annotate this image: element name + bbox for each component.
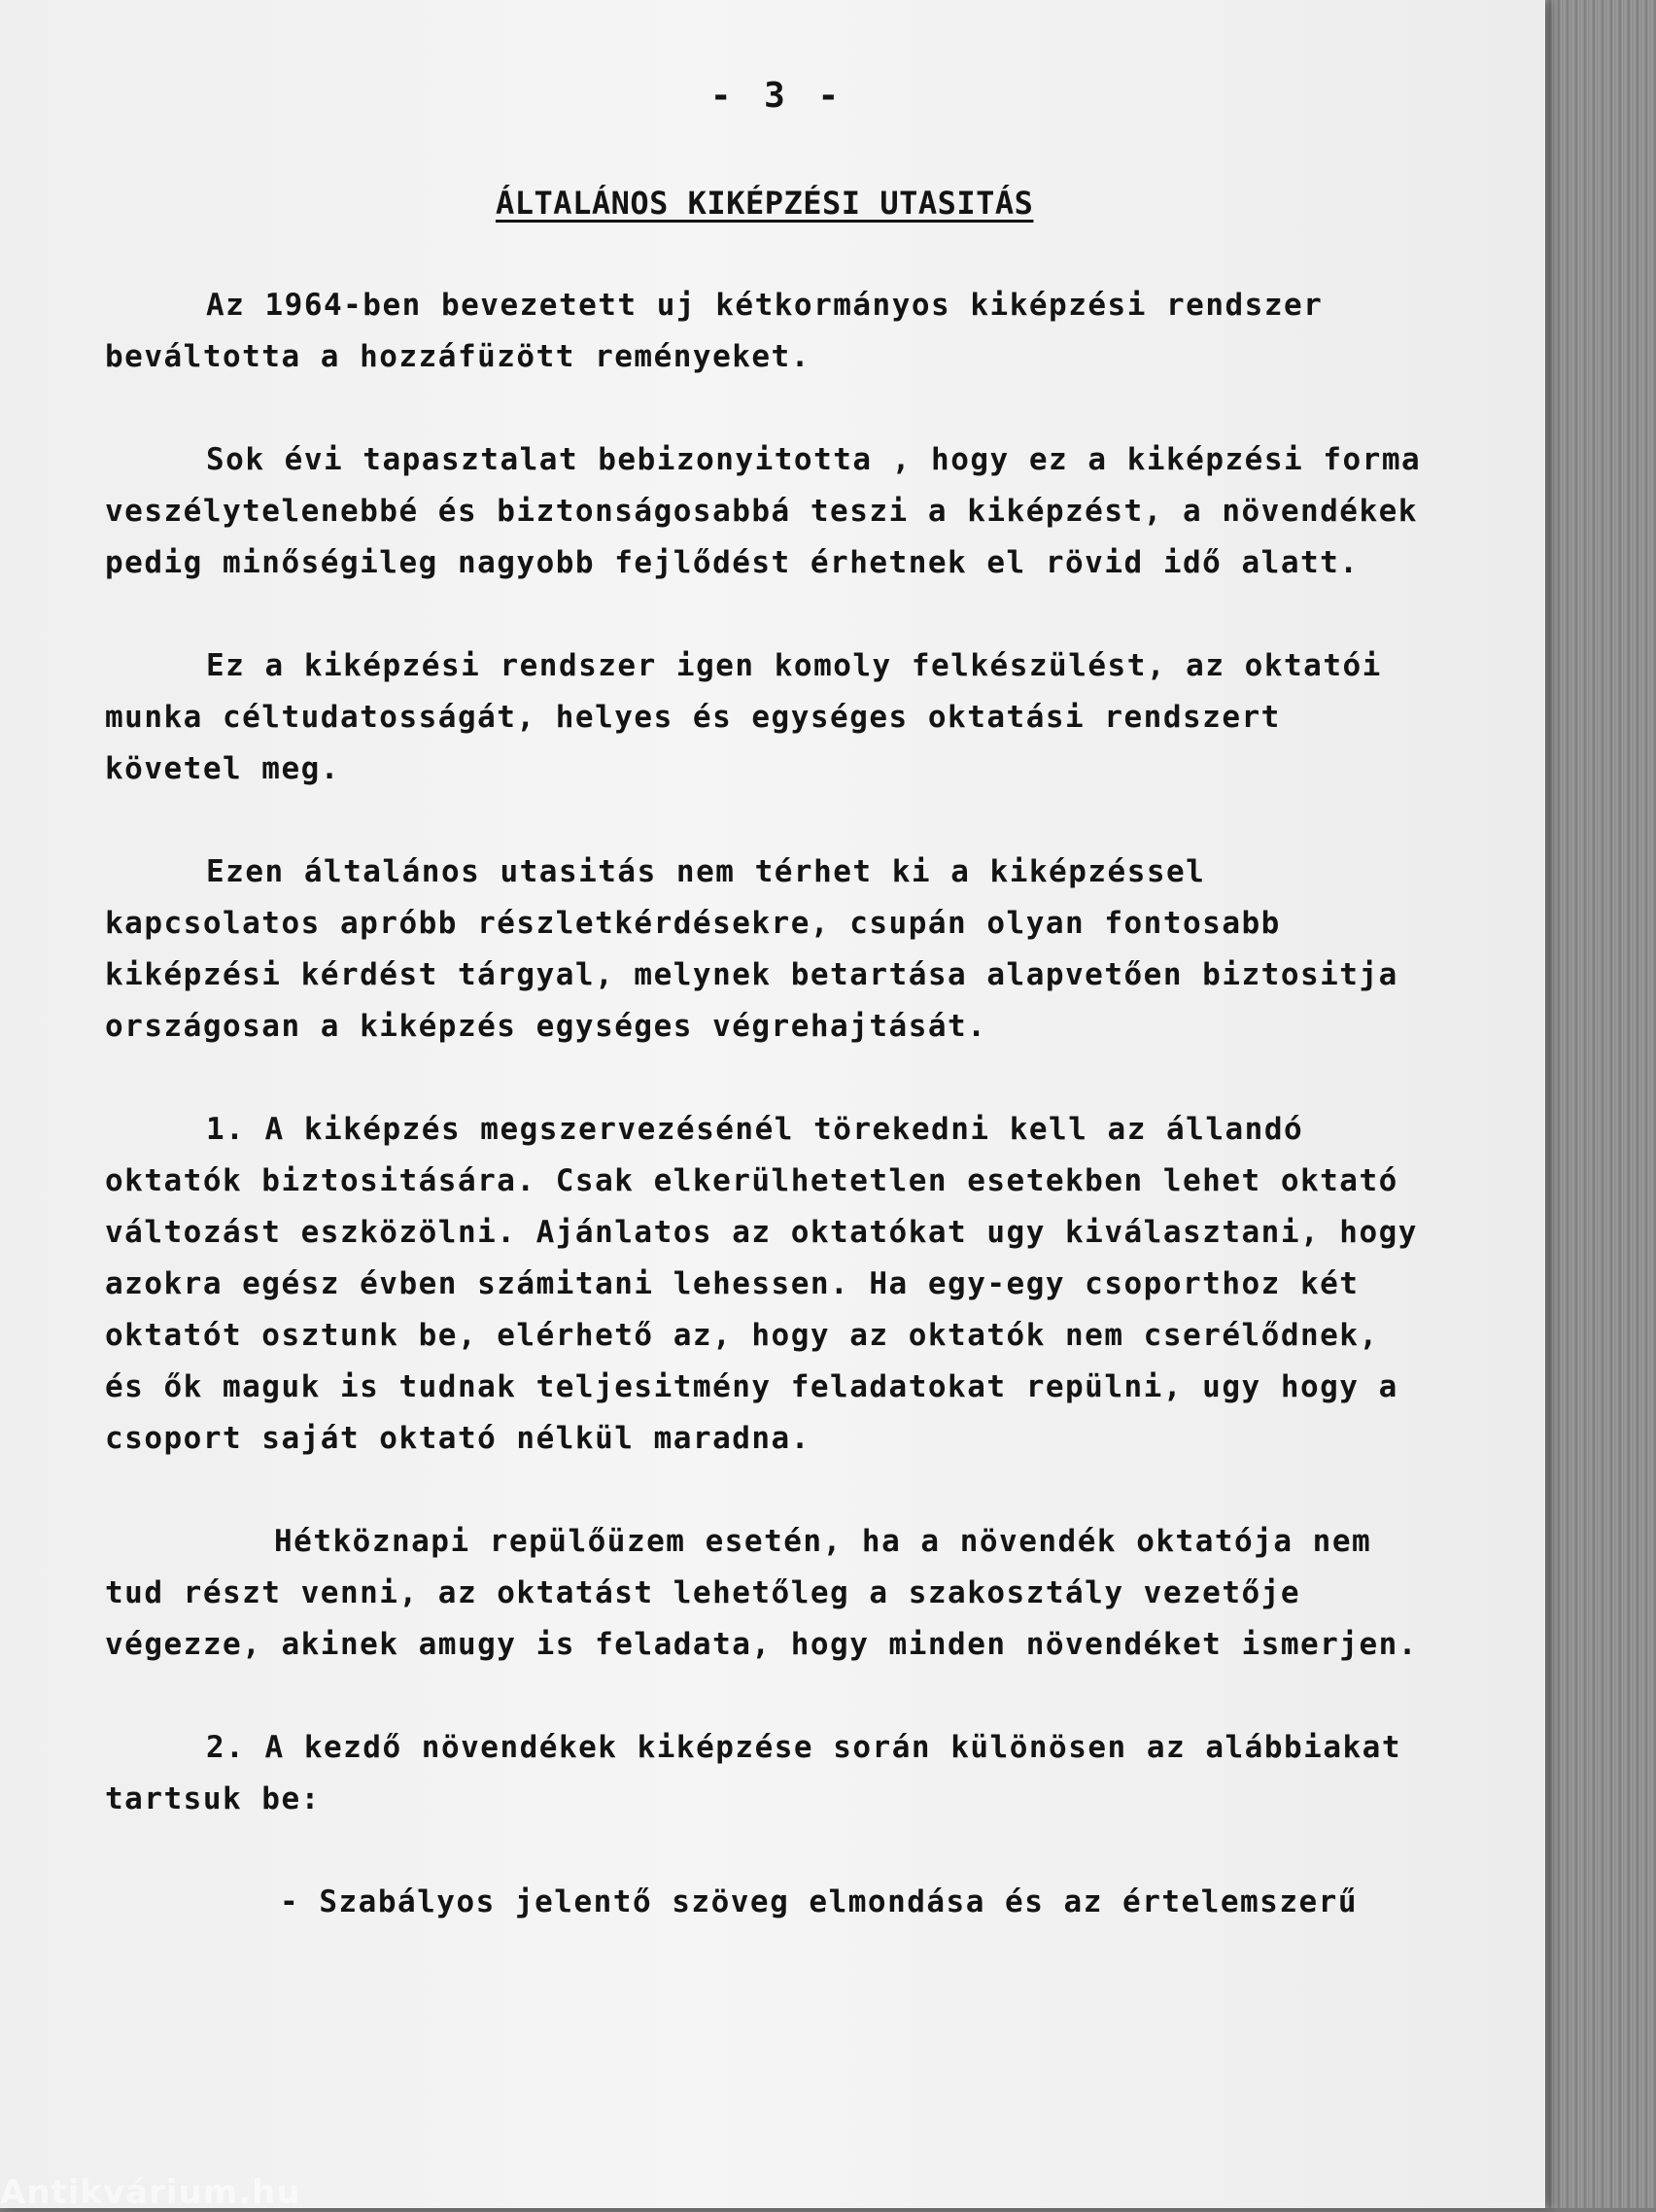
paragraph-scope: Ezen általános utasitás nem térhet ki a kiképzéssel kapcsolatos apróbb részletkérdésekre, csupán olyan fontosabb kiképzési kérdést tárgyal, melynek betartása alapvetően biztositja országosan a kiképzés egységes végrehajtását. [105,854,1398,1044]
list-item: - Szabályos jelentő szöveg elmondása és az értelemszerű [280,1884,1358,1919]
paragraph-weekday: Hétköznapi repülőüzem esetén, ha a növendék oktatója nem tud részt venni, az oktatást lehetőleg a szakosztály vezetője végezze, akinek amugy is feladata, hogy minden növendéket ismerjen. [105,1524,1418,1662]
paragraph-point-1: 1. A kiképzés megszervezésénél törekedni kell az állandó oktatók biztositására. Csak elkerülhetetlen esetekben lehet oktató változást eszközölni. Ajánlatos az oktatókat ugy kiválasztani, hogy azokra egész évben számitani lehessen. Ha egy-egy csoporthoz két oktatót osztunk be, elérhető az, hogy az oktatók nem cserélődnek, és ők maguk is tudnak teljesitmény feladatokat repülni, ugy hogy a csoport saját oktató nélkül maradna. [105,1112,1418,1456]
page-number: - 3 - [709,76,845,116]
paragraph-system: Ez a kiképzési rendszer igen komoly felkészülést, az oktatói munka céltudatosságát, helyes és egységes oktatási rendszert követel meg. [105,648,1382,786]
paragraph-experience: Sok évi tapasztalat bebizonyitotta , hogy ez a kiképzési forma veszélytelenebbé és biztonságosabbá teszi a kiképzést, a növendékek pedig minőségileg nagyobb fejlődést érhetnek el rövid idő alatt. [105,442,1422,580]
page-stack-edge [1544,0,1656,2208]
paragraph-point-2: 2. A kezdő növendékek kiképzése során különösen az alábbiakat tartsuk be: [105,1730,1401,1816]
document-title: ÁLTALÁNOS KIKÉPZÉSI UTASITÁS [496,185,1034,222]
document-body [105,280,1427,1928]
watermark: Antikvárium.hu [0,2173,301,2212]
paragraph-intro: Az 1964-ben bevezetett uj kétkormányos kiképzési rendszer beváltotta a hozzáfüzött reményeket. [105,288,1324,374]
